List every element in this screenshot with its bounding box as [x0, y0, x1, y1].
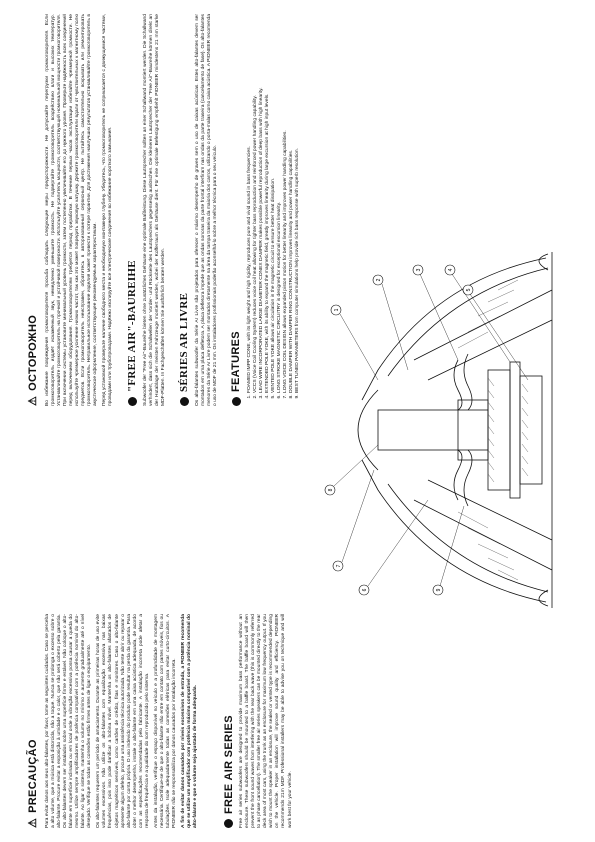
column-left — [28, 614, 297, 828]
series-ar-livre-heading — [180, 14, 189, 406]
free-air-paragraph: Free air series subwoofers are designed to provide maximum bass performance without an enclosure. These subwoofers should be mounted to a baffle board. The baffle board will then prevent the front sound waves from interfering with the rear back wave (this is commonly referred to as phase cancellation). The smaller free air series speakers can be mounted directly to the rear deck area of most cars, using the trunk as an enclosure for maximum low frequency output. If you wish to mount the speaker in an enclosure, the sealed or vented type is recommended depending on the vehicle. Proper installation will improve sound quality and efficiency. PIONEER recommends 21m MDF. Professional installers may be able to advise you on technique and will work best for your vehicle. — [239, 614, 293, 828]
features-title: FEATURES — [230, 331, 243, 392]
column-right — [28, 14, 301, 406]
callout-number: 2 — [375, 278, 382, 282]
filled-circle-bullet-icon — [128, 397, 137, 406]
feature-item: 9. BEST TUNED PARAMETERS from computer simulations help provide rich bass response with superb resolution. — [295, 14, 301, 393]
feature-item: 4. EXTENDED POLE YOKE, with its ability to expand the magnetic field, greatly improves linearity during large excursion at high input levels. — [265, 14, 271, 393]
precaucao-paragraph: Para evitar danos aos seus alto-falantes, por favor, tome as seguintes cuidados. Caso se perceba a alto volume, que a música está distorcida, não a toque. Nunca se prolonga o excesso sobre o alto-falante. Procure evitar a exposição à umidade e o calor, que não será coberto pela garantia. Os alto-falantes devem ser instalados sobre uma superfície firme e estável. Não coloque o alto-falante em superfície inclinada ou em local onde a vibração excessiva possa causar a queda do mesmo. Utilize sempre amplificadores de potência compatível com a potência nominal do alto-falante. Ao ligar o sistema, mantenha o volume no mínimo e aumente gradualmente até o nível desejado. Verifique se todas as conexões estão firmes antes de ligar o equipamento. — [45, 614, 93, 828]
callout-number: 8 — [327, 488, 334, 492]
speaker-cross-section-figure — [318, 250, 566, 610]
callout-number: 4 — [447, 268, 454, 272]
feature-item: 5. VENTED POLE YOKE allows air circulation in the magnetic circuit to ensure better heat dissipation. — [271, 14, 277, 393]
feature-item: 1. FOAMED IMPP CONE, with its light weight and high rigidity, reproduces pure and vivid sound in bass frequencies. — [247, 14, 253, 393]
free-air-baureihe-title: "FREE AIR"-BAUREIHE — [125, 260, 138, 392]
precaucao-heading — [28, 614, 39, 828]
ostorozhno-paragraph: Во избежание повреждения громкоговорителя просьба соблюдать следующие меры предосторожности. Не допускайте перегрузки громкоговорителя. Если громкоговоритель издаёт искажённый звук, немедленно уменьшите громкость. Не подвергайте громкоговоритель воздействию влаги и высоких температур. Устанавливайте громкоговоритель на прочной и устойчивой поверхности. Используйте усилитель мощности, соответствующий номинальной мощности громкоговорителя. При включении системы установите минимальный уровень громкости, затем постепенно увеличивайте его до нужного уровня. Проверьте надёжность всех соединений перед включением оборудования. Громкоговорителям требуется период приработки. В течение первых часов эксплуатации избегайте чрезмерной громкости. Не используйте чрезмерное усиление низких частот, так как это может повредить звуковую катушку. Держите громкоговорители вдали от чувствительных к магнитному полю предметов. Если громкоговоритель неисправен, обратитесь в авторизованный сервисный центр. Не пытайтесь самостоятельно вскрывать или ремонтировать громкоговоритель. Неправильное использование изделия может привести к потере гарантии. Для достижения наилучших результатов устанавливайте громкоговоритель в акустическое оформление, соответствующее рекомендуемым характеристикам. — [45, 14, 99, 406]
free-air-baureihe-heading — [125, 14, 138, 406]
ostorozhno-paragraph: Перед установкой проверьте наличие свободного места и необходимую монтажную глубину. Убедитесь, что громкоговоритель не соприкасается с движущимися частями, проводами или трубопроводами. Надёжно изолируйте все электрические соединения во избежание короткого замыкания. — [102, 14, 114, 406]
warning-triangle-icon: ⚠ — [27, 395, 39, 406]
precaucao-paragraph: Antes da instalação, verifique o espaço disponível no veículo e a profundidade de montagem necessária. Certifique-se de que o alto-falante não entre em contato com partes móveis, fios ou tubulações. Isole adequadamente todas as conexões elétricas para evitar curto-circuitos. A PIONEER não se responsabiliza por danos causados por instalação incorreta. — [153, 614, 177, 828]
callout-number: 7 — [335, 564, 342, 568]
precaucao-bold-note: A fim de evitar danos causados por níveis excessivos de entrada, a PIONEER recomenda que se utilize um amplificador com potência máxima compatível com a potência nominal do alto-falante e que o volume seja ajustado de forma adequada. — [180, 614, 199, 828]
free-air-title: FREE AIR SERIES — [222, 715, 235, 814]
callout-number: 9 — [435, 588, 442, 592]
filled-circle-bullet-icon — [232, 397, 241, 406]
ostorozhno-title: ОСТОРОЖНО — [27, 314, 40, 391]
warning-triangle-icon: ⚠ — [27, 817, 39, 828]
feature-item: 8. DOUBLE DAMPER WITH DAMPER RING CONSTRUCTION improves linearity and power handling capabilities. — [289, 14, 295, 393]
precaucao-paragraph: Os alto-falantes requerem um período de amaciamento. Durante as primeiras horas de uso evite volumes excessivos. Não utilize os alto-falantes com equalização excessiva nas baixas frequências, pois isso pode danificar a bobina móvel. Mantenha os alto-falantes afastados de objetos magnéticos sensíveis, como cartões de crédito, fitas e monitores. Caso o alto-falante apresente algum defeito, procure uma assistência técnica autorizada. Não tente abrir ou reparar o alto-falante por conta própria. O uso indevido do produto pode resultar na perda da garantia. Para obter o melhor desempenho, instale o alto-falante em uma caixa acústica adequada, de acordo com as especificações recomendadas pelo fabricante. A instalação incorreta pode afetar a resposta de frequência e a qualidade do som reproduzido pelo sistema. — [96, 614, 150, 828]
precaucao-title: PRECAUÇÃO — [27, 739, 40, 813]
filled-circle-bullet-icon — [224, 819, 233, 828]
feature-item: 2. VCCS (Voice Coil Cooling System) reduces voice coil heat allowing for tighter bass reproduction and reinforced power handling capability. — [253, 14, 259, 393]
callout-number: 3 — [415, 268, 422, 272]
series-ar-livre-title: SÉRIES AR LIVRE — [178, 292, 191, 392]
series-ar-livre-paragraph: Os alto-falantes subwoofer da Série Ar Livre são projetados para oferecer o máximo desempenho de graves sem o uso de caixas acústicas. Estes alto-falantes devem ser montados em uma placa defletora. A placa defletora impede que as ondas sonoras da parte frontal interfiram nas ondas da parte traseira (cancelamento de fase). Os alto-falantes menores da Série Ar Livre podem ser montados diretamente na área da tampa traseira da maioria dos carros, utilizando o porta-malas como caixa acústica. A PIONEER recomenda o uso de MDF de 21 mm. Os instaladores profissionais poderão aconselhá-lo sobre a melhor técnica para o seu veículo. — [194, 14, 218, 406]
features-list — [247, 14, 301, 406]
feature-item: 6. LONG STROKE MAGNETIC CIRCUITRY is designed for exceptional excursion linearity. — [277, 14, 283, 393]
free-air-baureihe-paragraph: Subwoofer der "Free Air"-Baureihe bieten ohne zusätzliches Gehäuse eine optimale Baßleistung. Diese Lautsprecher sollten an einer Schallwand montiert werden. Die Schallwand verhindert, dass sich die Schallwellen der Vorder- und Rückseite des Lautsprechers gegenseitig auslöschen. Die kleineren Lautsprecher der "Free Air"-Baureihe können direkt an der Hutablage der meisten Fahrzeuge montiert werden, wobei der Kofferraum als Gehäuse dient. Für eine optimale Befestigung empfiehlt PIONEER mindestens 21 mm starke MDF-Platten. In Fachgeschäften können Sie ausführlich beraten werden. — [142, 14, 166, 406]
filled-circle-bullet-icon — [180, 397, 189, 406]
features-heading — [232, 14, 241, 406]
callout-number: 1 — [333, 308, 340, 312]
free-air-heading — [224, 614, 233, 828]
ostorozhno-heading — [28, 14, 39, 406]
callout-number: 5 — [465, 288, 472, 292]
callout-number: 6 — [361, 588, 368, 592]
feature-item: 7. LONG VOICE COIL DESIGN allows expanded piston motion for better linearity and improves power handling capabilities. — [283, 14, 289, 393]
feature-item: 3. LEAD WIRE INCORPORATED LARGE DIAMETER CONEX DAMPER makes possible powerful reproduction of deep bass with high linearity. — [259, 14, 265, 393]
